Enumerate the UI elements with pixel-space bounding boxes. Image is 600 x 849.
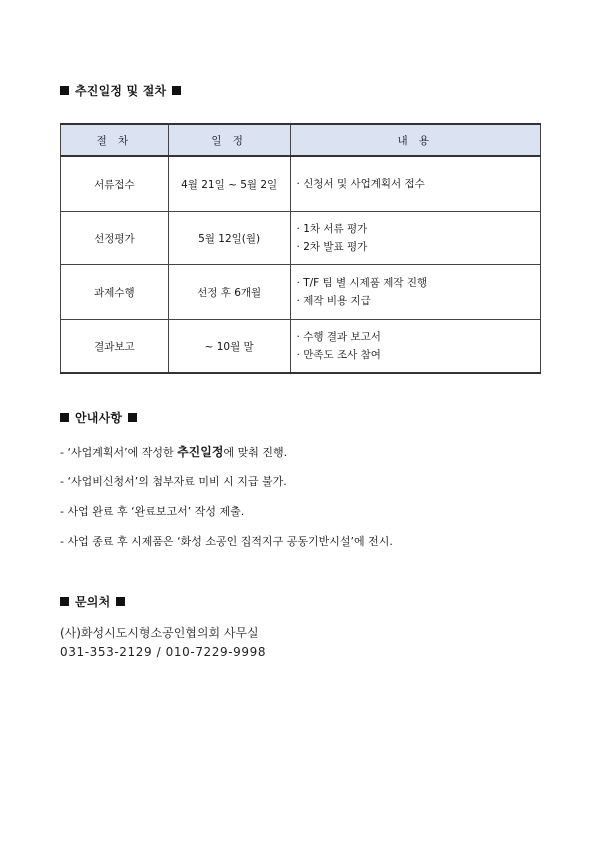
square-bullet-icon [172, 86, 181, 95]
square-bullet-icon [60, 597, 69, 606]
table-row [61, 320, 541, 374]
content-line: · 1차 서류 평가 [296, 223, 368, 235]
contact-phone: 031-353-2129 / 010-7229-9998 [60, 645, 267, 659]
content-line: · 제작 비용 지급 [296, 295, 371, 307]
contact-section-title [60, 593, 125, 610]
list-item [60, 473, 393, 503]
contact-org: (사)화성시도시형소공인협의회 사무실 [60, 626, 259, 640]
square-bullet-icon [116, 597, 125, 606]
cell-date: 4월 21일 ~ 5월 2일 [168, 156, 290, 212]
guide-notes-list [60, 443, 393, 563]
cell-date: ~ 10월 말 [168, 320, 290, 374]
cell-date: 선정 후 6개월 [168, 265, 290, 320]
table-row [61, 265, 541, 320]
square-bullet-icon [60, 413, 69, 422]
cell-step: 결과보고 [61, 320, 169, 374]
note-text: - ‘사업계획서’에 작성한 [60, 446, 178, 459]
cell-content [290, 212, 540, 265]
content-line: · T/F 팀 별 시제품 제작 진행 [296, 277, 428, 289]
header-content: 내 용 [290, 124, 540, 156]
table-row [61, 212, 541, 265]
table-row [61, 156, 541, 212]
note-text: 에 맞춰 진행. [223, 446, 288, 459]
content-line: · 수행 결과 보고서 [296, 331, 381, 343]
schedule-section-title [60, 82, 181, 99]
square-bullet-icon [60, 86, 69, 95]
list-item [60, 533, 393, 563]
cell-step: 선정평가 [61, 212, 169, 265]
square-bullet-icon [128, 413, 137, 422]
list-item [60, 443, 393, 473]
note-text: - 사업 완료 후 ‘완료보고서’ 작성 제출. [60, 505, 245, 518]
cell-content [290, 320, 540, 374]
table-header-row [61, 124, 541, 156]
content-line: · 신청서 및 사업계획서 접수 [296, 178, 425, 190]
header-date: 일 정 [168, 124, 290, 156]
cell-step: 서류접수 [61, 156, 169, 212]
schedule-table [60, 123, 541, 374]
note-text: - ‘사업비신청서’의 첨부자료 미비 시 지급 불가. [60, 475, 287, 488]
header-step: 절 차 [61, 124, 169, 156]
schedule-title-text: 추진일정 및 절차 [75, 84, 167, 98]
list-item [60, 503, 393, 533]
contact-info [60, 624, 266, 662]
note-emphasis: 추진일정 [177, 445, 224, 459]
content-line: · 만족도 조사 참여 [296, 349, 381, 361]
cell-content [290, 156, 540, 212]
contact-title-text: 문의처 [75, 595, 111, 609]
cell-step: 과제수행 [61, 265, 169, 320]
content-line: · 2차 발표 평가 [296, 241, 368, 253]
cell-date: 5월 12일(월) [168, 212, 290, 265]
cell-content [290, 265, 540, 320]
guide-section-title [60, 409, 137, 426]
note-text: - 사업 종료 후 시제품은 ‘화성 소공인 집적지구 공동기반시설’에 전시. [60, 535, 393, 548]
guide-title-text: 안내사항 [75, 411, 123, 425]
